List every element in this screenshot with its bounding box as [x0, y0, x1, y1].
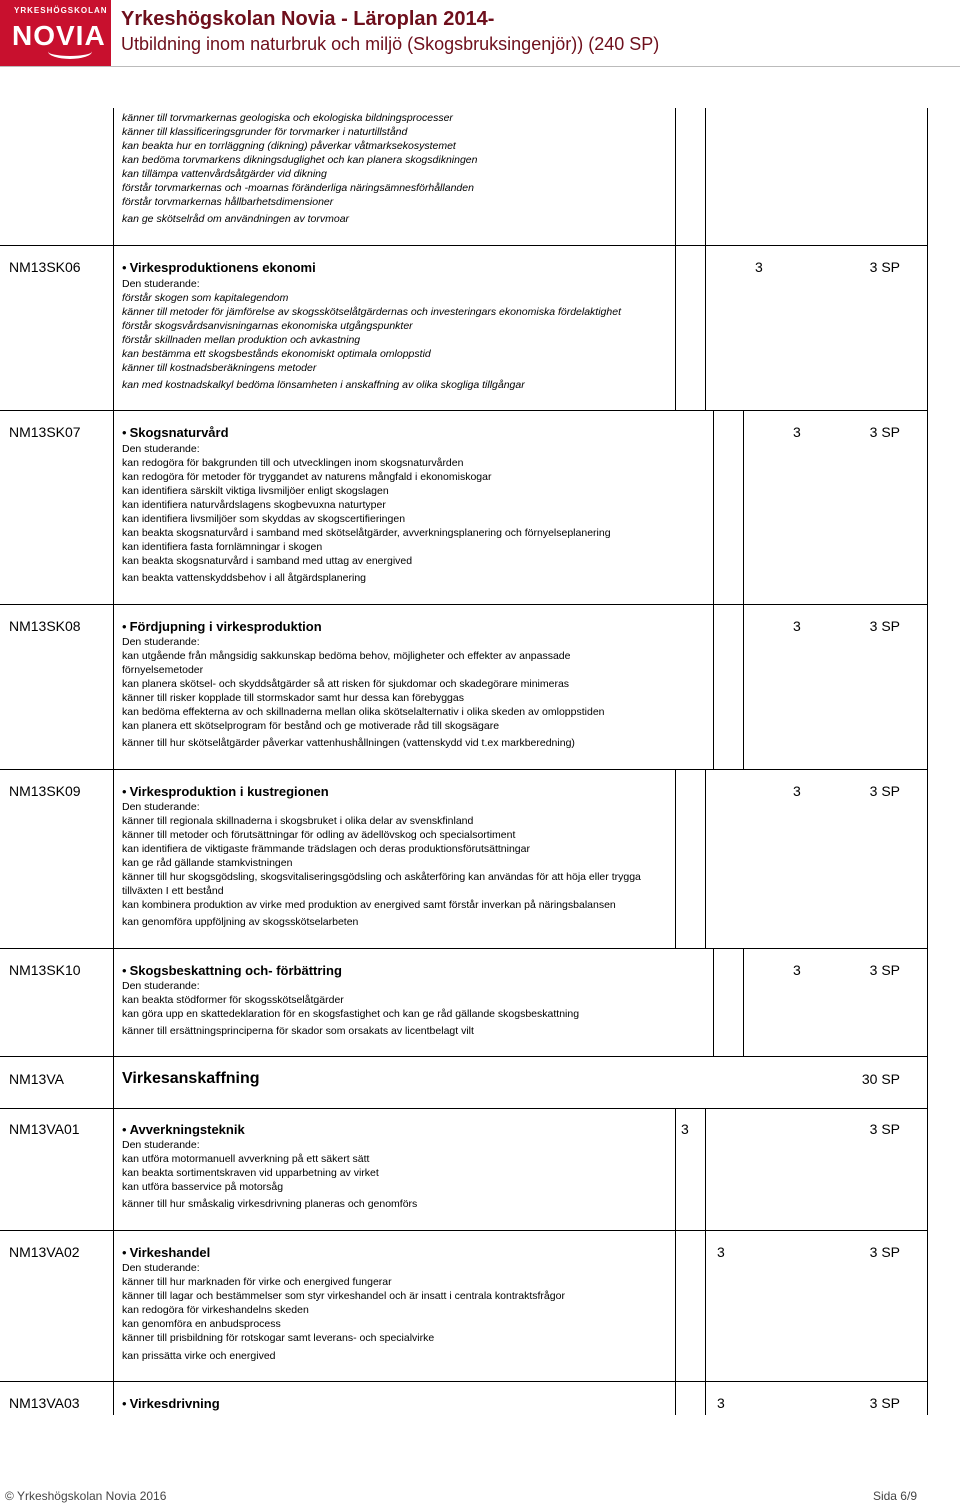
course-credits: 3	[793, 424, 801, 440]
course-sp: 3 SP	[869, 783, 900, 799]
objective: kan tillämpa vattenvårdsåtgärder vid dikning	[122, 168, 327, 180]
row-divider	[0, 948, 928, 949]
objective: kan utföra basservice på motorsåg	[122, 1181, 284, 1193]
column-divider	[675, 245, 676, 410]
objective: förstår skogen som kapitalegendom	[122, 292, 289, 304]
objective: förstår torvmarkernas hållbarhetsdimensioner	[122, 196, 334, 208]
den-studerande-label: Den studerande:	[122, 443, 200, 455]
footer-copyright: © Yrkeshögskolan Novia 2016	[5, 1489, 167, 1503]
course-credits: 3	[755, 259, 763, 275]
course-sp: 3 SP	[869, 618, 900, 634]
row-divider	[0, 604, 928, 605]
column-divider	[743, 604, 744, 769]
objective: kan identifiera livsmiljöer som skyddas av skogscertifieringen	[122, 513, 406, 525]
row-divider	[0, 1381, 928, 1382]
column-divider	[113, 1230, 114, 1381]
course-title: • Virkeshandel	[122, 1245, 211, 1260]
column-divider	[743, 410, 744, 604]
course-title: • Virkesdrivning	[122, 1396, 220, 1411]
course-credits: 3	[793, 618, 801, 634]
objective: känner till hur småskalig virkesdrivning planeras och genomförs	[122, 1198, 418, 1210]
row-divider	[0, 1230, 928, 1231]
course-sp: 3 SP	[869, 1121, 900, 1137]
column-divider	[113, 1381, 114, 1415]
objective: kan identifiera fasta fornlämningar i skogen	[122, 541, 323, 553]
course-title: • Virkesproduktionens ekonomi	[122, 260, 316, 275]
objective: kan planera ett skötselprogram för bestånd och ge motiverade råd till skogsägare	[122, 720, 500, 732]
column-divider	[675, 1230, 676, 1381]
course-sp: 3 SP	[869, 962, 900, 978]
objective: förnyelsemetoder	[122, 664, 204, 676]
row-divider	[0, 410, 928, 411]
objective: känner till klassificeringsgrunder för torvmarker i naturtillstånd	[122, 126, 408, 138]
course-code: NM13SK06	[9, 259, 81, 275]
column-divider	[675, 108, 676, 245]
column-divider	[927, 769, 928, 948]
objective: kan identifiera naturvårdslagens skogbevuxna naturtyper	[122, 499, 386, 511]
course-title: • Skogsbeskattning och- förbättring	[122, 963, 342, 978]
column-divider	[705, 1108, 706, 1230]
den-studerande-label: Den studerande:	[122, 636, 200, 648]
row-divider	[0, 245, 928, 246]
section-code: NM13VA	[9, 1071, 64, 1087]
column-divider	[113, 1056, 114, 1108]
objective: känner till regionala skillnaderna i skogsbruket i olika delar av svenskfinland	[122, 815, 474, 827]
objective: förstår torvmarkernas och -moarnas föränderliga näringsämnesförhållanden	[122, 182, 474, 194]
course-credits: 3	[717, 1244, 725, 1260]
objective: kan genomföra en anbudsprocess	[122, 1318, 281, 1330]
objective: kan kombinera produktion av virke med produktion av energived samt förstår inverkan på näringsbalansen	[122, 899, 616, 911]
den-studerande-label: Den studerande:	[122, 278, 200, 290]
objective: kan beakta vattenskyddsbehov i all åtgärdsplanering	[122, 572, 366, 584]
objective: känner till hur skötselåtgärder påverkar vattenhushållningen (vattenskydd vid t.ex markberedning)	[122, 737, 575, 749]
row-divider	[0, 769, 928, 770]
objective: förstår skillnaden mellan produktion och avkastning	[122, 334, 361, 346]
column-divider	[705, 1230, 706, 1381]
course-code: NM13SK08	[9, 618, 81, 634]
objective: känner till hur skogsgödsling, skogsvitaliseringsgödsling och askåterföring kan användas för att höja eller trygga	[122, 871, 641, 883]
document-subtitle: Utbildning inom naturbruk och miljö (Skogsbruksingenjör)) (240 SP)	[121, 34, 660, 54]
column-divider	[927, 1381, 928, 1415]
objective: känner till hur marknaden för virke och energived fungerar	[122, 1276, 392, 1288]
column-divider	[927, 1108, 928, 1230]
objective: känner till torvmarkernas geologiska och ekologiska bildningsprocesser	[122, 112, 453, 124]
course-sp: 3 SP	[869, 259, 900, 275]
section-sp: 30 SP	[861, 1071, 900, 1087]
column-divider	[713, 604, 714, 769]
course-code: NM13SK10	[9, 962, 81, 978]
course-sp: 3 SP	[869, 1395, 900, 1411]
column-divider	[927, 1056, 928, 1108]
objective: kan redogöra för bakgrunden till och utvecklingen inom skogsnaturvården	[122, 457, 464, 469]
course-title: • Fördjupning i virkesproduktion	[122, 619, 322, 634]
objective: kan utföra motormanuell avverkning på ett säkert sätt	[122, 1153, 370, 1165]
den-studerande-label: Den studerande:	[122, 980, 200, 992]
column-divider	[927, 108, 928, 245]
column-divider	[113, 948, 114, 1056]
course-credits: 3	[793, 962, 801, 978]
objective: kan ge skötselråd om användningen av torvmoar	[122, 213, 350, 225]
objective: kan göra upp en skattedeklaration för en skogsfastighet och kan ge råd gällande skogsbeskattning	[122, 1008, 580, 1020]
objective: tillväxten I ett bestånd	[122, 885, 224, 897]
objective: kan planera skötsel- och skyddsåtgärder så att risken för sjukdomar och skadegörare minimeras	[122, 678, 570, 690]
page-header	[0, 0, 960, 70]
logo-swoosh-icon	[48, 44, 92, 59]
column-divider	[713, 410, 714, 604]
course-code: NM13SK09	[9, 783, 81, 799]
objective: kan prissätta virke och energived	[122, 1350, 276, 1362]
column-divider	[705, 108, 706, 245]
course-credits: 3	[793, 783, 801, 799]
row-divider	[0, 1108, 928, 1109]
course-code: NM13VA02	[9, 1244, 80, 1260]
objective: kan beakta sortimentskraven vid upparbetning av virket	[122, 1167, 379, 1179]
course-sp: 3 SP	[869, 1244, 900, 1260]
objective: känner till metoder för jämförelse av skogsskötselåtgärdernas och investeringars ekonomiska fördelaktighet	[122, 306, 621, 318]
novia-logo: YRKESHÖGSKOLAN NOVIA	[0, 0, 111, 66]
objective: kan beakta skogsnaturvård i samband med skötselåtgärder, avverkningsplanering och förnyelseplanering	[122, 527, 611, 539]
column-divider	[927, 1230, 928, 1381]
objective: kan redogöra för metoder för tryggandet av naturens mångfald i ekonomiskogar	[122, 471, 492, 483]
objective: känner till lagar och bestämmelser som styr virkeshandel och är insatt i centrala kontraktsfrågor	[122, 1290, 565, 1302]
column-divider	[927, 245, 928, 410]
course-code: NM13VA01	[9, 1121, 80, 1137]
column-divider	[705, 1381, 706, 1415]
objective: förstår skogsvårdsanvisningarnas ekonomiska utgångspunkter	[122, 320, 413, 332]
column-divider	[113, 245, 114, 410]
column-divider	[113, 604, 114, 769]
den-studerande-label: Den studerande:	[122, 801, 200, 813]
course-title: • Avverkningsteknik	[122, 1122, 245, 1137]
course-title: • Skogsnaturvård	[122, 425, 229, 440]
column-divider	[675, 1108, 676, 1230]
objective: kan identifiera särskilt viktiga livsmiljöer enligt skogslagen	[122, 485, 389, 497]
objective: kan identifiera de viktigaste främmande trädslagen och deras produktionsförutsättningar	[122, 843, 530, 855]
objective: känner till ersättningsprinciperna för skador som orsakats av licentbelagt vilt	[122, 1025, 474, 1037]
column-divider	[705, 769, 706, 948]
objective: känner till metoder och förutsättningar för odling av ädellövskog och specialsortiment	[122, 829, 516, 841]
column-divider	[675, 769, 676, 948]
document-title: Yrkeshögskolan Novia - Läroplan 2014-	[121, 8, 495, 30]
column-divider	[713, 948, 714, 1056]
header-divider	[0, 66, 960, 67]
column-divider	[113, 1108, 114, 1230]
den-studerande-label: Den studerande:	[122, 1262, 200, 1274]
objective: kan med kostnadskalkyl bedöma lönsamheten i anskaffning av olika skogliga tillgångar	[122, 379, 525, 391]
column-divider	[927, 948, 928, 1056]
objective: kan utgående från mångsidig sakkunskap bedöma behov, möjligheter och effekter av anpassade	[122, 650, 571, 662]
objective: kan bedöma torvmarkens dikningsduglighet och kan planera skogsdikningen	[122, 154, 478, 166]
course-title: • Virkesproduktion i kustregionen	[122, 784, 329, 799]
column-divider	[113, 769, 114, 948]
objective: känner till kostnadsberäkningens metoder	[122, 362, 317, 374]
objective: kan bedöma effekterna av och skillnaderna mellan olika skötselalternativ i olika skeden av omloppstiden	[122, 706, 605, 718]
course-credits: 3	[717, 1395, 725, 1411]
column-divider	[705, 245, 706, 410]
objective: kan ge råd gällande stamkvistningen	[122, 857, 293, 869]
course-credits: 3	[681, 1121, 689, 1137]
objective: kan beakta stödformer för skogsskötselåtgärder	[122, 994, 344, 1006]
objective: kan beakta skogsnaturvård i samband med uttag av energived	[122, 555, 413, 567]
den-studerande-label: Den studerande:	[122, 1139, 200, 1151]
column-divider	[113, 410, 114, 604]
objective: kan beakta hur en torrläggning (dikning) påverkar våtmarksekosystemet	[122, 140, 456, 152]
column-divider	[743, 948, 744, 1056]
objective: kan redogöra för virkeshandelns skeden	[122, 1304, 309, 1316]
footer-page-number: Sida 6/9	[872, 1489, 917, 1503]
course-code: NM13SK07	[9, 424, 81, 440]
course-sp: 3 SP	[869, 424, 900, 440]
objective: känner till risker kopplade till stormskador samt hur dessa kan förebyggas	[122, 692, 464, 704]
course-code: NM13VA03	[9, 1395, 80, 1411]
column-divider	[675, 1381, 676, 1415]
objective: kan genomföra uppföljning av skogsskötselarbeten	[122, 916, 359, 928]
column-divider	[927, 410, 928, 604]
row-divider	[0, 1056, 928, 1057]
objective: känner till prisbildning för rotskogar samt leverans- och specialvirke	[122, 1332, 435, 1344]
objective: kan bestämma ett skogsbestånds ekonomiskt optimala omloppstid	[122, 348, 431, 360]
section-title: Virkesanskaffning	[122, 1070, 260, 1087]
column-divider	[113, 108, 114, 245]
column-divider	[927, 604, 928, 769]
